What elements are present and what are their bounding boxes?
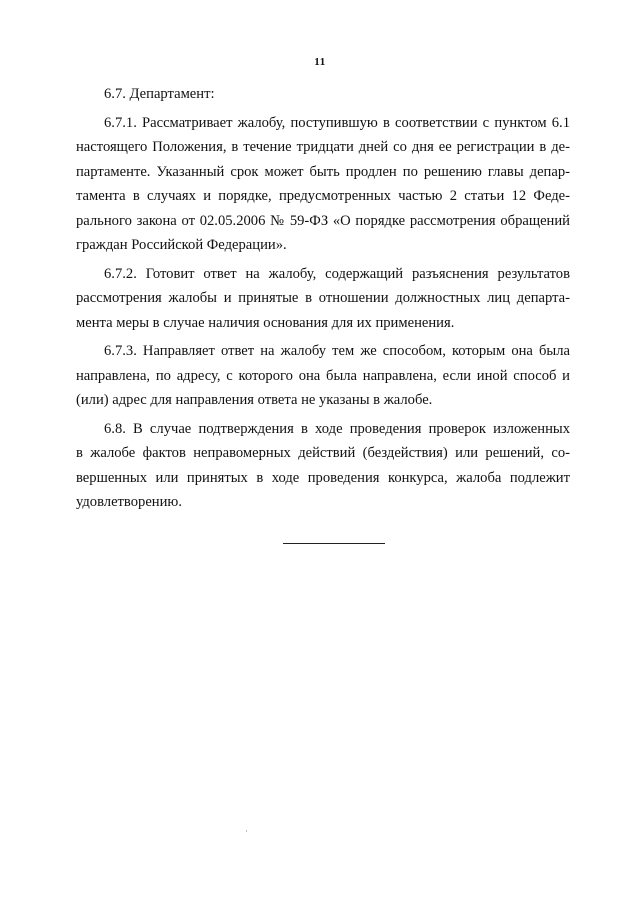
text-line: направлена, по адресу, с которого она была направлена, если иной способ и: [76, 367, 570, 384]
text-line: 6.7. Департамент:: [104, 86, 215, 102]
text-line: вершенных или принятых в ходе проведения конкурса, жалоба подлежит: [76, 469, 570, 486]
text-line: 6.7.3. Направляет ответ на жалобу тем же способом, которым она была: [104, 343, 570, 359]
text-line: 6.7.1. Рассматривает жалобу, поступившую в соответствии с пунктом 6.1: [104, 114, 570, 131]
text-line: настоящего Положения, в течение тридцати дней со дня ее регистрации в де-: [76, 139, 570, 155]
text-line: партаменте. Указанный срок может быть продлен по решению главы депар-: [76, 163, 570, 180]
text-line: 6.7.2. Готовит ответ на жалобу, содержащий разъяснения результатов: [104, 265, 570, 282]
text-line: в жалобе фактов неправомерных действий (бездействия) или решений, со-: [76, 445, 570, 461]
text-line: 6.8. В случае подтверждения в ходе проведения проверок изложенных: [104, 420, 570, 437]
document-body: [76, 82, 570, 519]
paragraph-6-7: [76, 82, 570, 107]
text-line: граждан Российской Федерации».: [76, 237, 287, 253]
paragraph-6-7-3: [76, 339, 570, 413]
page-number: 11: [314, 56, 326, 68]
paragraph-6-7-1: [76, 111, 570, 258]
text-line: (или) адрес для направления ответа не указаны в жалобе.: [76, 392, 433, 408]
text-line: рального закона от 02.05.2006 № 59-ФЗ «О порядке рассмотрения обращений: [76, 212, 570, 229]
paragraph-6-8: [76, 417, 570, 515]
text-line: удовлетворению.: [76, 494, 182, 510]
text-line: мента меры в случае наличия основания для их применения.: [76, 314, 455, 331]
text-line: рассмотрения жалобы и принятые в отношении должностных лиц департа-: [76, 290, 570, 306]
end-separator-line: [283, 543, 385, 544]
paragraph-6-7-2: [76, 262, 570, 336]
text-line: тамента в случаях и порядке, предусмотренных частью 2 статьи 12 Феде-: [76, 188, 570, 204]
scan-speck: [246, 830, 247, 832]
